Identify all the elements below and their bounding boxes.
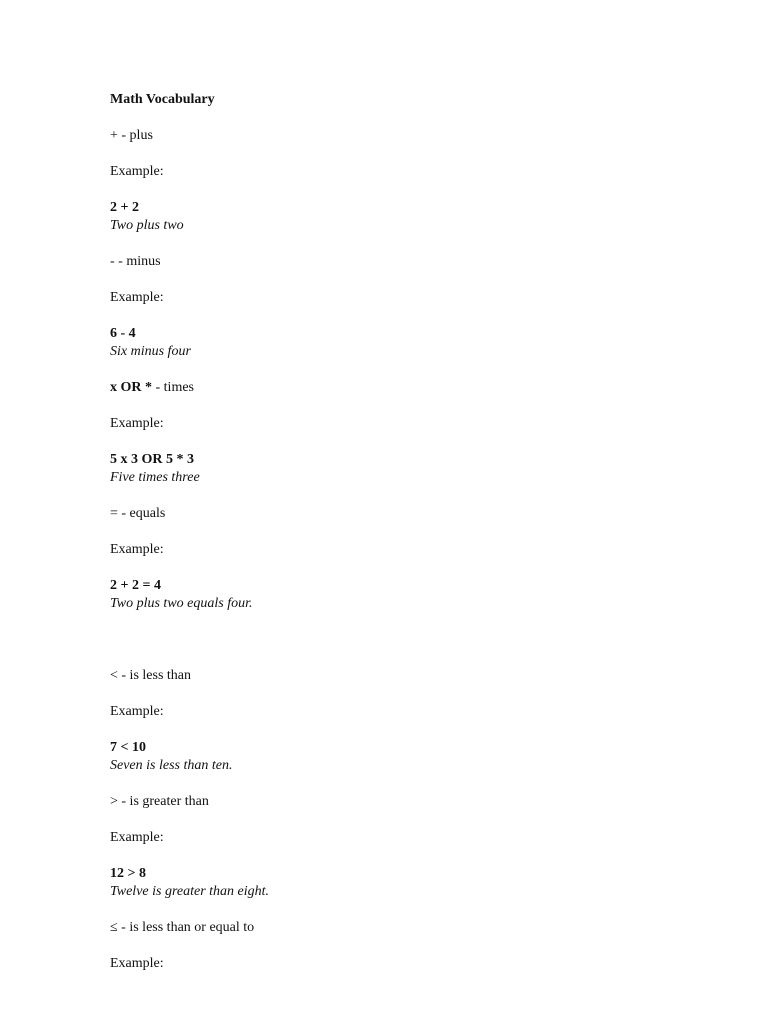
document-title: Math Vocabulary	[110, 92, 215, 107]
term-times-symbol: x OR *	[110, 380, 152, 395]
example-label: Example:	[110, 290, 164, 305]
example-expression: 2 + 2	[110, 200, 139, 215]
example-reading: Two plus two	[110, 218, 184, 233]
example-label: Example:	[110, 956, 164, 971]
term-less-than: < - is less than	[110, 668, 191, 683]
example-reading: Six minus four	[110, 344, 191, 359]
example-label: Example:	[110, 416, 164, 431]
term-plus: + - plus	[110, 128, 153, 143]
term-minus: - - minus	[110, 254, 161, 269]
example-label: Example:	[110, 542, 164, 557]
example-expression: 7 < 10	[110, 740, 146, 755]
example-reading: Five times three	[110, 470, 200, 485]
term-greater-than: > - is greater than	[110, 794, 209, 809]
example-reading: Twelve is greater than eight.	[110, 884, 270, 899]
term-times-text: - times	[152, 380, 194, 395]
example-label: Example:	[110, 704, 164, 719]
term-less-equal: ≤ - is less than or equal to	[110, 920, 255, 935]
example-expression: 5 x 3 OR 5 * 3	[110, 452, 194, 467]
document-page	[110, 91, 710, 973]
example-expression: 12 > 8	[110, 866, 146, 881]
example-reading: Two plus two equals four.	[110, 596, 253, 611]
term-equals: = - equals	[110, 506, 166, 521]
example-expression: 2 + 2 = 4	[110, 578, 161, 593]
example-label: Example:	[110, 830, 164, 845]
example-expression: 6 - 4	[110, 326, 136, 341]
term-times	[110, 379, 710, 397]
example-reading: Seven is less than ten.	[110, 758, 233, 773]
example-label: Example:	[110, 164, 164, 179]
